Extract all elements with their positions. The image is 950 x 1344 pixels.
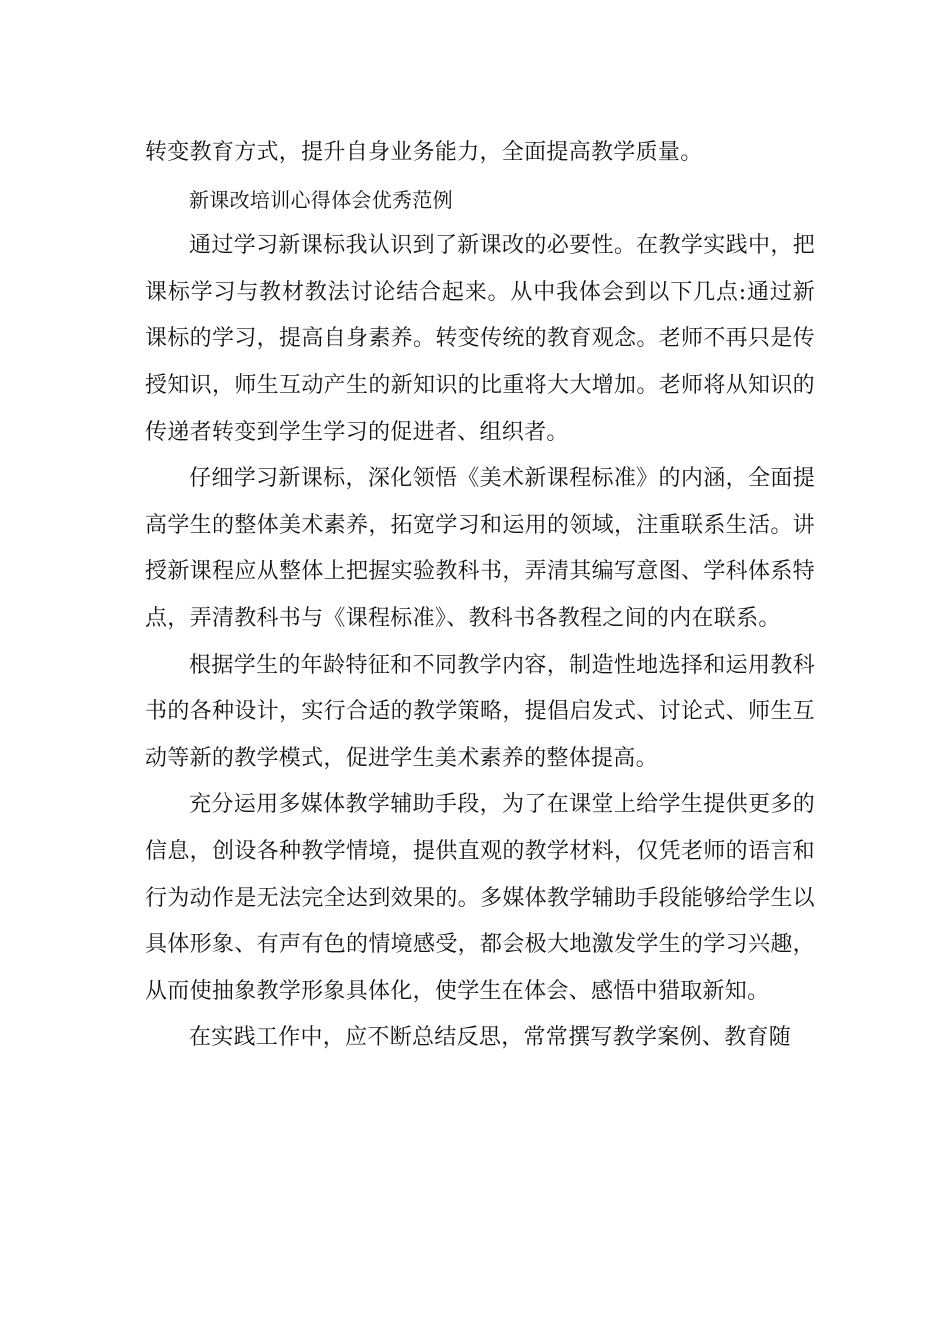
- paragraph-teaching-strategy: 根据学生的年龄特征和不同教学内容，制造性地选择和运用教科书的各种设计，实行合适的教学策略，提倡启发式、讨论式、师生互动等新的教学模式，促进学生美术素养的整体提高。: [145, 652, 815, 771]
- paragraph-art-standards: 仔细学习新课标，深化领悟《美术新课程标准》的内涵，全面提高学生的整体美术素养，拓宽学习和运用的领域，注重联系生活。讲授新课程应从整体上把握实验教科书，弄清其编写意图、学科体系特点，弄清教科书与《课程标准》、教科书各教程之间的内在联系。: [145, 466, 815, 631]
- section-heading: 新课改培训心得体会优秀范例: [189, 187, 453, 212]
- paragraph-reflection: 在实践工作中，应不断总结反思，常常撰写教学案例、教育随: [189, 1025, 792, 1051]
- paragraph-multimedia: 充分运用多媒体教学辅助手段，为了在课堂上给学生提供更多的信息，创设各种教学情境，提供直观的教学材料，仅凭老师的语言和行为动作是无法完全达到效果的。多媒体教学辅助手段能够给学生以具体形象、有声有色的情境感受，都会极大地激发学生的学习兴趣，从而使抽象教学形象具体化，使学生在体会、感悟中猎取新知。: [145, 792, 815, 1004]
- paragraph-continuation: 转变教育方式，提升自身业务能力，全面提高教学质量。: [145, 140, 703, 165]
- paragraph-new-curriculum: 通过学习新课标我认识到了新课改的必要性。在教学实践中，把课标学习与教材教法讨论结合起来。从中我体会到以下几点:通过新课标的学习，提高自身素养。转变传统的教育观念。老师不再只是传授知识，师生互动产生的新知识的比重将大大增加。老师将从知识的传递者转变到学生学习的促进者、组织者。: [145, 233, 815, 445]
- document-body: [145, 130, 815, 1062]
